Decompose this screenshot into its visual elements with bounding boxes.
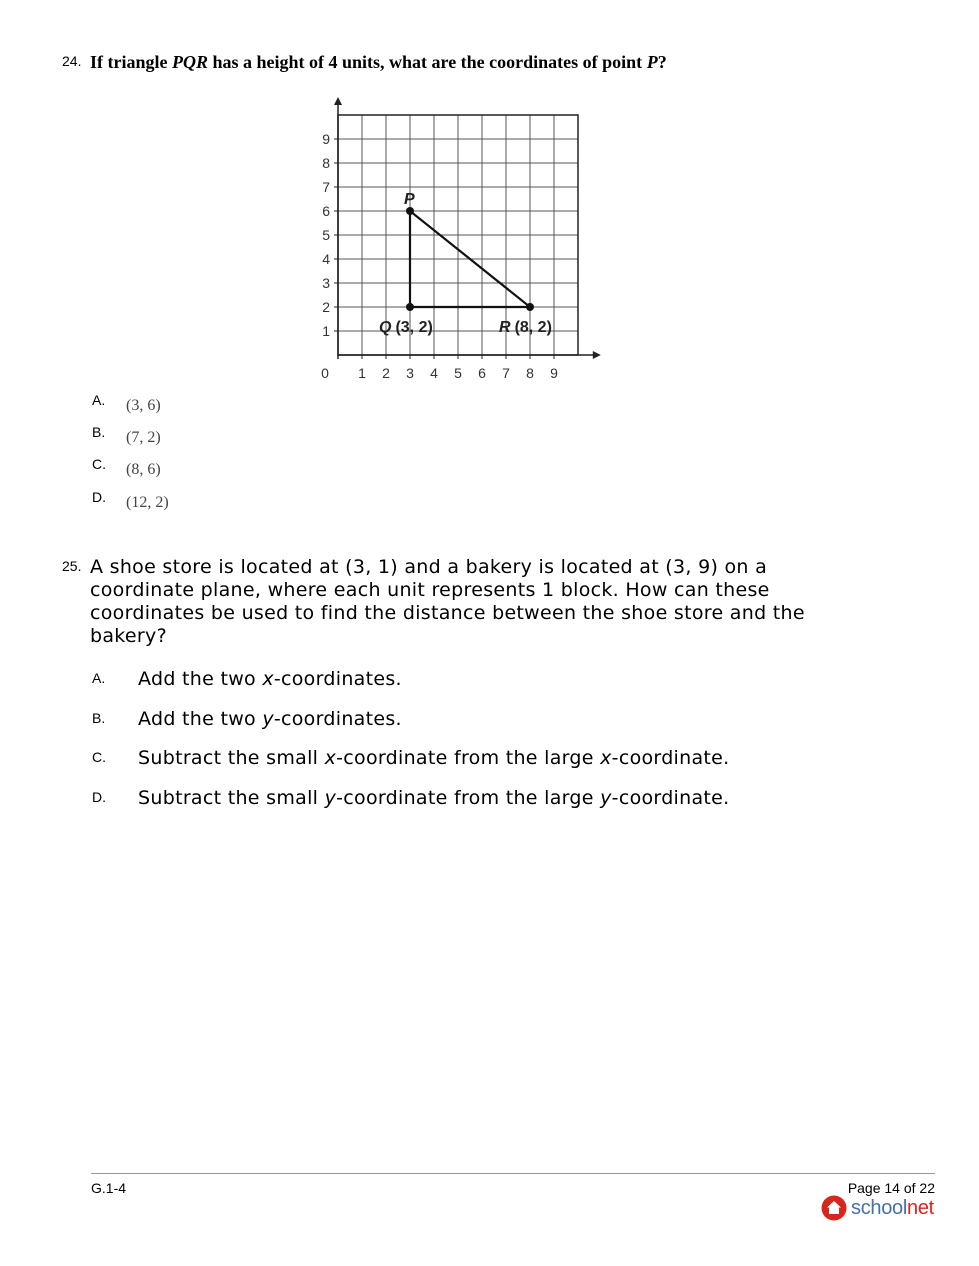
x-tick-label: 1 — [358, 365, 366, 381]
answer-option[interactable]: Subtract the small y-coordinate from the large y-coordinate. — [138, 787, 730, 809]
question-stem: If triangle PQR has a height of 4 units, what are the coordinates of point P? — [90, 52, 667, 72]
question-stem: A shoe store is located at (3, 1) and a bakery is located at (3, 9) on a coordinate plane, where each unit represents 1 block. How can these coordinates be used to find the distance between the shoe store and the bakery? — [90, 556, 805, 647]
option-letter: A. — [92, 670, 106, 686]
coordinate-graph — [310, 95, 610, 385]
y-tick-label: 9 — [322, 131, 330, 147]
page-number: Page 14 of 22 — [847, 1180, 935, 1196]
option-letter: C. — [92, 456, 106, 472]
point-label-q: Q (3, 2) — [379, 319, 433, 336]
point-label-r: R (8, 2) — [499, 319, 552, 336]
x-tick-label: 3 — [406, 365, 414, 381]
x-tick-label: 7 — [502, 365, 510, 381]
x-tick-label: 8 — [526, 365, 534, 381]
option-letter: D. — [92, 789, 106, 805]
x-tick-label: 2 — [382, 365, 390, 381]
x-tick-label: 9 — [550, 365, 558, 381]
schoolnet-logo: schoolnet — [820, 1194, 934, 1222]
answer-option[interactable]: (3, 6) — [126, 397, 161, 414]
home-icon — [820, 1194, 848, 1222]
standard-code: G.1-4 — [91, 1180, 127, 1196]
x-tick-label: 6 — [478, 365, 486, 381]
answer-option[interactable]: (12, 2) — [126, 494, 169, 511]
y-tick-label: 4 — [322, 251, 330, 267]
y-tick-label: 1 — [322, 323, 330, 339]
point-p — [406, 207, 414, 215]
option-letter: B. — [92, 710, 106, 726]
question-number: 24. — [62, 53, 82, 69]
option-letter: A. — [92, 392, 106, 408]
y-tick-label: 3 — [322, 275, 330, 291]
answer-option[interactable]: Subtract the small x-coordinate from the large x-coordinate. — [138, 747, 730, 769]
answer-option[interactable]: Add the two x-coordinates. — [138, 668, 402, 690]
option-letter: C. — [92, 749, 106, 765]
y-tick-label: 5 — [322, 227, 330, 243]
x-tick-label: 4 — [430, 365, 438, 381]
answer-option[interactable]: (7, 2) — [126, 429, 161, 446]
y-tick-label: 6 — [322, 203, 330, 219]
y-tick-label: 7 — [322, 179, 330, 195]
option-letter: D. — [92, 489, 106, 505]
x-tick-label: 5 — [454, 365, 462, 381]
footer-divider — [91, 1173, 935, 1174]
y-tick-label: 8 — [322, 155, 330, 171]
answer-option[interactable]: (8, 6) — [126, 461, 161, 478]
point-label-p: P — [404, 191, 415, 208]
x-tick-label: 0 — [321, 365, 329, 381]
question-number: 25. — [62, 558, 82, 574]
answer-option[interactable]: Add the two y-coordinates. — [138, 708, 402, 730]
point-r — [526, 303, 534, 311]
y-tick-label: 2 — [322, 299, 330, 315]
x-axis-arrow — [593, 351, 601, 359]
y-axis-arrow — [334, 97, 342, 105]
point-q — [406, 303, 414, 311]
option-letter: B. — [92, 424, 106, 440]
